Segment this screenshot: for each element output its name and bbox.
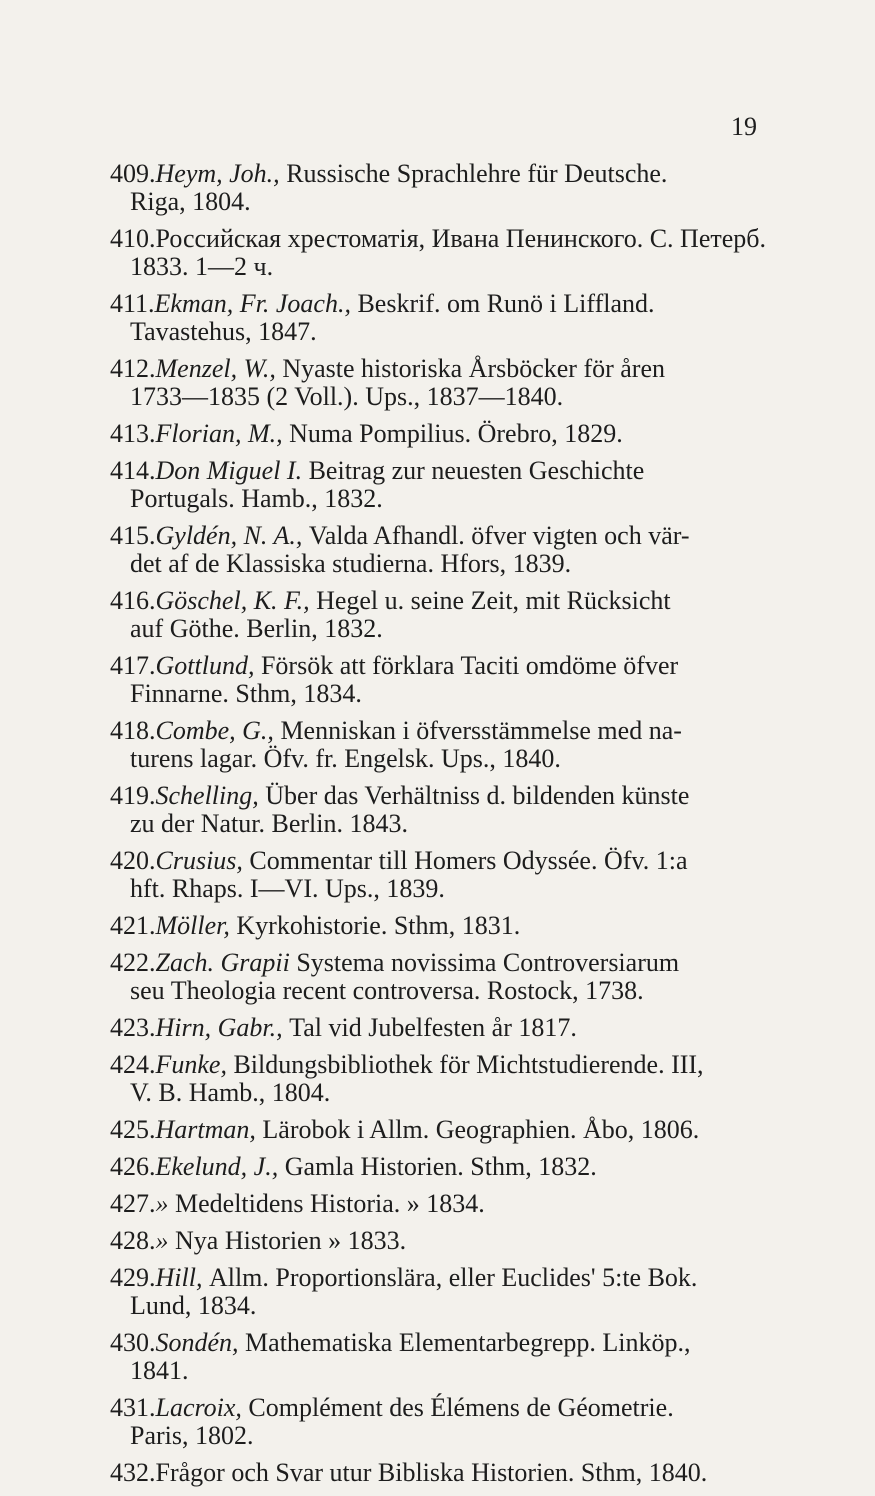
entry-text: Nyaste historiska Årsböcker för åren (282, 354, 666, 383)
entry-text: Valda Afhandl. öfver vigten och vär- (308, 521, 690, 550)
entry-text: Beskrif. om Runö i Liffland. (357, 289, 655, 318)
list-item (110, 949, 770, 1005)
entry-text: Complément des Élémens de Géometrie. (248, 1393, 674, 1422)
entry-first-line (110, 1051, 770, 1079)
entry-continuation-line (110, 383, 770, 411)
list-item (110, 457, 770, 513)
entry-text: auf Göthe. Berlin, 1832. (130, 614, 383, 643)
entry-text: Paris, 1802. (130, 1421, 254, 1450)
entry-number: 411. (110, 289, 155, 318)
entry-text: V. B. Hamb., 1804. (130, 1078, 331, 1107)
entry-first-line (110, 225, 770, 253)
entry-continuation-line (110, 550, 770, 578)
entry-continuation-line (110, 745, 770, 773)
entry-author: Don Miguel I. (155, 456, 309, 485)
list-item (110, 160, 770, 216)
list-item (110, 782, 770, 838)
entry-text: Bildungsbibliothek för Michtstudierende. III, (233, 1050, 704, 1079)
entry-author: Heym, Joh., (155, 159, 287, 188)
entry-number: 415. (110, 521, 156, 550)
entry-text: Numa Pompilius. Örebro, 1829. (289, 419, 623, 448)
entry-text: Beitrag zur neuesten Geschichte (308, 456, 645, 485)
entry-first-line (110, 160, 770, 188)
entry-number: 427. (110, 1189, 156, 1218)
entry-continuation-line (110, 810, 770, 838)
entry-text: Lund, 1834. (130, 1291, 257, 1320)
entry-number: 422. (110, 948, 156, 977)
entry-text: Menniskan i öfversstämmelse med na- (280, 716, 682, 745)
entry-first-line (110, 1116, 770, 1144)
entry-author: Combe, G., (155, 716, 281, 745)
entry-text: Allm. Proportionslära, eller Euclides' 5:te Bok. (208, 1263, 698, 1292)
entry-author: Ekman, Fr. Joach., (154, 289, 358, 318)
entry-text: turens lagar. Öfv. fr. Engelsk. Ups., 1840. (130, 744, 561, 773)
entry-number: 430. (110, 1328, 156, 1357)
list-item (110, 1264, 770, 1320)
entry-author: Zach. Grapii (155, 948, 297, 977)
entry-continuation-line (110, 1079, 770, 1107)
entry-continuation-line (110, 318, 770, 346)
entry-first-line (110, 717, 770, 745)
entry-text: Nya Historien » 1833. (175, 1226, 407, 1255)
page-number: 19 (731, 112, 757, 141)
entry-number: 419. (110, 781, 156, 810)
entry-text: Portugals. Hamb., 1832. (130, 484, 383, 513)
entry-author: Hirn, Gabr., (155, 1013, 290, 1042)
entry-number: 432. (110, 1458, 156, 1487)
entry-continuation-line (110, 680, 770, 708)
entry-text: Lärobok i Allm. Geographien. Åbo, 1806. (262, 1115, 700, 1144)
entry-text: Gamla Historien. Sthm, 1832. (284, 1152, 597, 1181)
entry-number: 428. (110, 1226, 156, 1255)
entry-author: Hill, (155, 1263, 209, 1292)
list-item (110, 355, 770, 411)
entry-text: det af de Klassiska studierna. Hfors, 1839. (130, 549, 572, 578)
entry-number: 431. (110, 1393, 156, 1422)
entry-continuation-line (110, 977, 770, 1005)
entry-text: Commentar till Homers Odyssée. Öfv. 1:a (249, 846, 688, 875)
list-item (110, 847, 770, 903)
entry-text: Försök att förklara Taciti omdöme öfver (260, 651, 679, 680)
entry-number: 414. (110, 456, 156, 485)
entry-first-line (110, 1190, 770, 1218)
entry-first-line (110, 587, 770, 615)
list-item (110, 1190, 770, 1218)
entry-author: Funke, (155, 1050, 234, 1079)
entry-first-line (110, 355, 770, 383)
entry-text: Russische Sprachlehre für Deutsche. (286, 159, 668, 188)
entry-text: Mathematiska Elementarbegrepp. Linköp., (245, 1328, 691, 1357)
entry-number: 417. (110, 651, 156, 680)
entry-text: Systema novissima Controversiarum (296, 948, 680, 977)
entry-number: 418. (110, 716, 156, 745)
entry-text: Tavastehus, 1847. (130, 317, 317, 346)
entry-first-line (110, 1227, 770, 1255)
entry-author: Hartman, (155, 1115, 263, 1144)
entry-text: Hegel u. seine Zeit, mit Rücksicht (316, 586, 671, 615)
entry-continuation-line (110, 875, 770, 903)
entry-first-line (110, 522, 770, 550)
entry-text: seu Theologia recent controversa. Rostock, 1738. (130, 976, 644, 1005)
entry-author: Florian, M., (155, 419, 290, 448)
entry-number: 421. (110, 911, 156, 940)
entry-author: Schelling, (155, 781, 266, 810)
entry-first-line (110, 782, 770, 810)
entry-first-line (110, 457, 770, 485)
entry-text: Kyrkohistorie. Sthm, 1831. (236, 911, 521, 940)
entry-first-line (110, 1459, 770, 1487)
list-item (110, 1394, 770, 1450)
list-item (110, 1116, 770, 1144)
entry-continuation-line (110, 1357, 770, 1385)
entry-author: Göschel, K. F., (155, 586, 317, 615)
entry-number: 426. (110, 1152, 156, 1181)
list-item (110, 1051, 770, 1107)
list-item (110, 717, 770, 773)
entry-first-line (110, 1329, 770, 1357)
entry-author: Lacroix, (155, 1393, 249, 1422)
list-item (110, 290, 770, 346)
entry-text: 1733—1835 (2 Voll.). Ups., 1837—1840. (130, 382, 564, 411)
entry-author: » (155, 1226, 175, 1255)
entry-number: 410. (110, 224, 156, 253)
entry-author: Crusius, (155, 846, 250, 875)
entry-first-line (110, 652, 770, 680)
list-item (110, 1459, 770, 1487)
entry-text: Finnarne. Sthm, 1834. (130, 679, 362, 708)
entry-text: Российская хрестоматія, Ивана Пенинского. С. Петерб. (155, 224, 767, 253)
entry-first-line (110, 1394, 770, 1422)
entry-number: 412. (110, 354, 156, 383)
entry-first-line (110, 912, 770, 940)
entry-first-line (110, 1014, 770, 1042)
entry-number: 429. (110, 1263, 156, 1292)
entry-continuation-line (110, 188, 770, 216)
entry-text: Frågor och Svar utur Bibliska Historien. Sthm, 1840. (155, 1458, 708, 1487)
entry-continuation-line (110, 253, 770, 281)
entry-author: Sondén, (155, 1328, 246, 1357)
entry-number: 409. (110, 159, 156, 188)
entry-text: Riga, 1804. (130, 187, 251, 216)
entry-author: Menzel, W., (155, 354, 283, 383)
entry-text: zu der Natur. Berlin. 1843. (130, 809, 408, 838)
entry-text: 1833. 1—2 ч. (130, 252, 274, 281)
entry-text: hft. Rhaps. I—VI. Ups., 1839. (130, 874, 445, 903)
list-item (110, 522, 770, 578)
entry-first-line (110, 1153, 770, 1181)
entry-author: Gottlund, (155, 651, 261, 680)
entry-number: 424. (110, 1050, 156, 1079)
entry-number: 413. (110, 419, 156, 448)
entry-continuation-line (110, 1422, 770, 1450)
entry-first-line (110, 290, 770, 318)
entry-continuation-line (110, 1292, 770, 1320)
list-item (110, 1227, 770, 1255)
list-item (110, 652, 770, 708)
list-item (110, 1329, 770, 1385)
entry-number: 425. (110, 1115, 156, 1144)
entry-author: » (155, 1189, 175, 1218)
entry-number: 423. (110, 1013, 156, 1042)
entry-author: Möller, (155, 911, 237, 940)
entry-first-line (110, 949, 770, 977)
entry-text: Medeltidens Historia. » 1834. (175, 1189, 485, 1218)
list-item (110, 912, 770, 940)
entry-text: 1841. (130, 1356, 189, 1385)
list-item (110, 420, 770, 448)
entry-number: 416. (110, 586, 156, 615)
list-item (110, 1014, 770, 1042)
list-item (110, 225, 770, 281)
entry-text: Tal vid Jubelfesten år 1817. (289, 1013, 577, 1042)
entry-first-line (110, 420, 770, 448)
entry-author: Gyldén, N. A., (155, 521, 309, 550)
entry-continuation-line (110, 485, 770, 513)
list-item (110, 587, 770, 643)
list-item (110, 1153, 770, 1181)
entry-number: 420. (110, 846, 156, 875)
entry-first-line (110, 1264, 770, 1292)
entry-text: Über das Verhältniss d. bildenden künste (265, 781, 690, 810)
entry-first-line (110, 847, 770, 875)
entry-author: Ekelund, J., (155, 1152, 285, 1181)
entry-continuation-line (110, 615, 770, 643)
entry-list (110, 160, 770, 1496)
